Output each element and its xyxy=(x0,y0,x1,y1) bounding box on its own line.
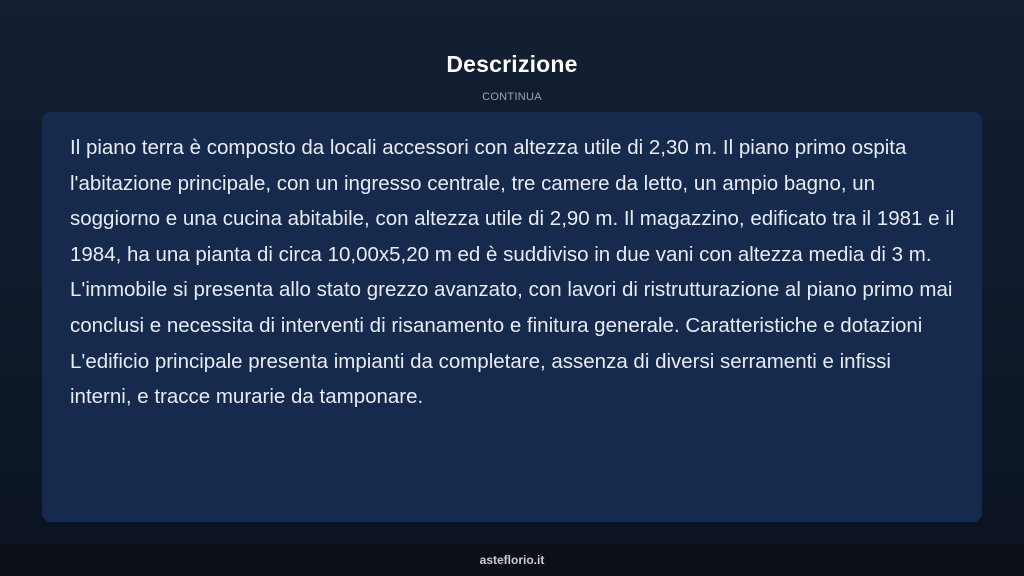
description-text: Il piano terra è composto da locali accessori con altezza utile di 2,30 m. Il piano primo ospita l'abitazione principale, con un ingresso centrale, tre camere da letto, un ampio bagno, un soggiorno e una cucina abitabile, con altezza utile di 2,90 m. Il magazzino, edificato tra il 1981 e il 1984, ha una pianta di circa 10,00x5,20 m ed è suddiviso in due vani con altezza media di 3 m. L'immobile si presenta allo stato grezzo avanzato, con lavori di ristrutturazione al piano primo mai conclusi e necessita di interventi di risanamento e finitura generale. Caratteristiche e dotazioni L'edificio principale presenta impianti da completare, assenza di diversi serramenti e infissi interni, e tracce murarie da tamponare. xyxy=(70,136,955,409)
description-card xyxy=(42,112,982,522)
page-subtitle: CONTINUA xyxy=(482,91,542,103)
page-title: Descrizione xyxy=(446,51,578,77)
footer xyxy=(0,544,1024,576)
footer-brand: asteflorio.it xyxy=(479,553,545,567)
